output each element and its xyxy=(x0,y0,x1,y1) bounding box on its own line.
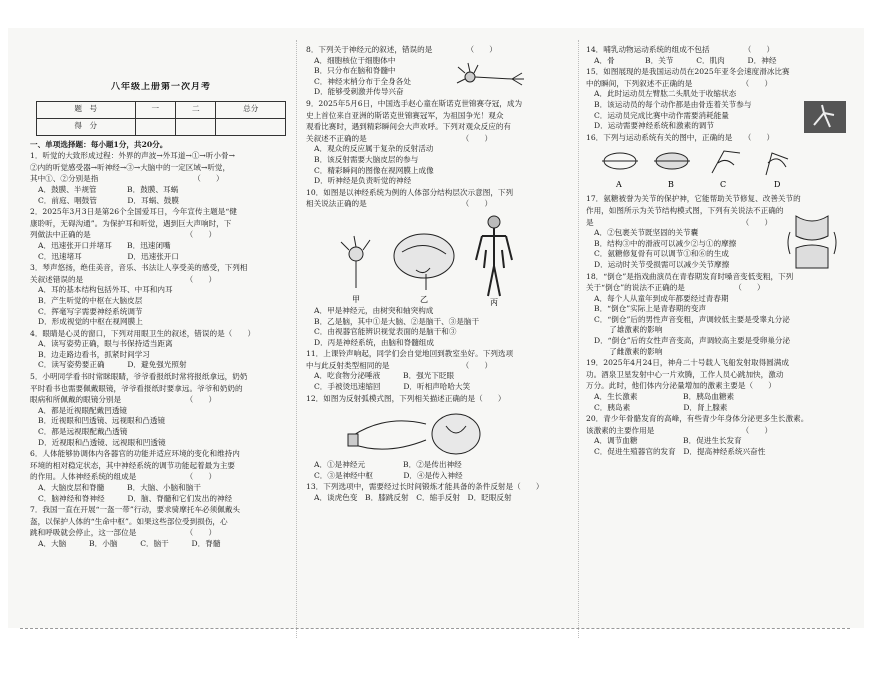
exam-title: 八年级上册第一次月考 xyxy=(110,82,211,92)
question-line: 的作用。人体神经系统的组成是 （ ） xyxy=(30,472,217,482)
question-line: 15．如图展现的是我国运动员在2025年亚冬会速度滑冰比赛 xyxy=(586,67,790,77)
answer-option: A．都是近视眼配戴凹透镜 xyxy=(38,405,128,415)
joint-figure xyxy=(782,214,844,270)
question-line: 2．2025年3月3日是第26个全国爱耳日，今年宣传主题是“健 xyxy=(30,207,237,217)
question-line: 5．小明同学看书时常眯眼睛，爷爷看报纸时常将报纸拿远，奶奶 xyxy=(30,372,248,382)
score-header-row xyxy=(37,101,286,118)
question-line: 7．我国一直在开展“一盔一带”行动，要求骑摩托车必须佩戴头 xyxy=(30,505,241,515)
question-line: 功。酒泉卫星发射中心一片欢腾，工作人员心跳加快，激动 xyxy=(586,369,784,379)
answer-option: D．近视眼和凸透镜、远视眼和凹透镜 xyxy=(38,437,166,447)
question-line: 12．如图为反射弧模式图，下列相关描述正确的是（ ） xyxy=(306,393,506,403)
question-line: 18．“倒仓”是指戏曲演员在青春期发育时嗓音变低变粗，下列 xyxy=(586,271,794,281)
answer-option: A．调节血糖 B．促进生长发育 xyxy=(594,436,742,446)
question-line: 中的瞬间，下列叙述不正确的是 （ ） xyxy=(586,78,773,88)
question-line: 17．氨糖被誉为关节的保护神，它能帮助关节修复、改善关节的 xyxy=(586,194,801,204)
answer-option: B．该反射需要大脑皮层的参与 xyxy=(314,154,419,164)
question-line: 跳和呼吸就会停止，这一部位是 （ ） xyxy=(30,528,217,538)
question-line: 该激素的主要作用是 （ ） xyxy=(586,425,773,435)
answer-option: C．手被烫迅速缩回 D．听相声哈哈大笑 xyxy=(314,382,471,392)
answer-option: A．耳的基本结构包括外耳、中耳和内耳 xyxy=(38,285,173,295)
question-line: 13．下列选项中，需要经过长时间锻炼才能具备的条件反射是（ ） xyxy=(306,482,544,492)
column-left xyxy=(30,76,292,550)
question-line: 6．人体能够协调体内各器官的功能并适应环境的变化和维持内 xyxy=(30,449,240,459)
answer-option: A．骨 B．关节 C．肌肉 D．神经 xyxy=(594,55,777,65)
answer-option: A．谈虎色变 B．膝跳反射 C．缩手反射 D．眨眼反射 xyxy=(314,493,512,503)
answer-option: B．“倒仓”实际上是青春期的变声 xyxy=(594,304,707,314)
question-line: 平时看书也需要佩戴眼镜，爷爷看报纸时要拿远。爷爷和奶奶的 xyxy=(30,383,243,393)
answer-option: D．运动需要神经系统和激素的调节 xyxy=(594,121,714,131)
score-cell: 得 分 xyxy=(37,118,136,135)
answer-option: A．生长激素 B．胰岛血糖素 xyxy=(594,392,735,402)
answer-option: A．大脑 B．小脑 C．脑干 D．脊髓 xyxy=(38,538,221,548)
score-table xyxy=(36,101,286,136)
neuron-figure xyxy=(456,59,526,95)
question-line: ②内的听觉感受器→听神经→③→大脑中的一定区域→听觉， xyxy=(30,162,231,172)
question-line: 是 （ ） xyxy=(586,217,773,227)
answer-option: A．①是神经元 B．②是传出神经 xyxy=(314,460,462,470)
question-line: 关叙述不正确的是 （ ） xyxy=(306,133,493,143)
answer-option: C．都是远视眼配戴凸透镜 xyxy=(38,427,128,437)
score-cell xyxy=(216,118,286,135)
question-list xyxy=(306,306,574,404)
fig10-label: 丙 xyxy=(490,297,498,306)
column-middle xyxy=(306,44,574,504)
answer-option: C．③是神经中枢 D．④是传入神经 xyxy=(314,470,463,480)
answer-option: 了雄激素的影响 xyxy=(594,325,663,335)
fig16-label: D xyxy=(774,180,781,190)
answer-option: B．该运动员的每个动作都是由骨连着关节参与 xyxy=(594,99,752,109)
answer-option: B．产生听觉的中枢在大脑皮层 xyxy=(38,295,143,305)
column-divider xyxy=(578,40,579,638)
answer-option: C．氨糖修复骨有可以调节①和⑥的生成 xyxy=(594,249,729,259)
answer-option: D．运动时关节受损需可以减少关节摩擦 xyxy=(594,259,730,269)
skater-photo xyxy=(804,101,846,133)
score-value-row xyxy=(37,118,286,135)
fig16-label: A xyxy=(616,180,622,190)
answer-option: A．此时运动员左臂肱二头肌处于收缩状态 xyxy=(594,89,737,99)
answer-option: 了雌激素的影响 xyxy=(594,346,663,356)
question-line: 20．青少年骨骼发育的高峰，有些青少年身体分泌更多生长激素。 xyxy=(586,414,809,424)
score-cell xyxy=(135,118,175,135)
question-line: 19．2025年4月24日，神舟二十号载人飞船发射取得圆满成 xyxy=(586,358,789,368)
question-line: 眼病和所佩戴的眼镜分别是 （ ） xyxy=(30,395,217,405)
answer-option: C．神经末梢分布于全身各处 xyxy=(314,76,411,86)
motion-system-figure xyxy=(600,143,800,193)
fig10-label: 甲 xyxy=(352,294,360,304)
score-cell: 题 号 xyxy=(37,101,136,118)
answer-option: B．近视眼和凹透镜、远视眼和凸透镜 xyxy=(38,416,166,426)
question-line: 相关说法正确的是 （ ） xyxy=(306,199,493,209)
question-line: 观看比赛时，遇到精彩瞬间会大声欢呼。下列对观众反应的有 xyxy=(306,122,512,132)
nervous-system-figure xyxy=(336,210,526,306)
fig16-label: B xyxy=(668,180,674,190)
score-cell xyxy=(176,118,216,135)
answer-option: B．只分布在脑和脊髓中 xyxy=(314,66,396,76)
answer-option: C．脑神经和脊神经 D．脑、脊髓和它们发出的神经 xyxy=(38,493,233,503)
q8-block xyxy=(306,45,574,210)
answer-option: C．运动员完成比赛中动作需要消耗能量 xyxy=(594,110,729,120)
q14-block xyxy=(586,45,848,143)
fig10-label: 乙 xyxy=(420,294,428,304)
question-line: 4．眼睛是心灵的窗口，下列对用眼卫生的叙述，错误的是（ ） xyxy=(30,328,256,338)
question-list xyxy=(306,45,574,210)
question-line: 16．下列与运动系统有关的图中，正确的是 （ ） xyxy=(586,132,775,142)
question-list xyxy=(306,460,574,503)
answer-option: C．读写姿势要正确 D．避免强光照射 xyxy=(38,360,187,370)
answer-option: A．鼓膜、半规管 B．鼓膜、耳蜗 xyxy=(38,184,179,194)
column-right xyxy=(586,44,848,458)
answer-option: A．读写姿势正确，眼与书保持适当距离 xyxy=(38,339,173,349)
question-line: 中与此反射类型相同的是 （ ） xyxy=(306,360,493,370)
question-line: 作用，如图所示为关节结构模式图，下列有关说法不正确的 xyxy=(586,205,784,215)
question-line: 9．2025年5月6日，中国选手赵心童在斯诺克世锦赛夺冠，成为 xyxy=(306,98,523,108)
answer-option: C．“倒仓”后的男性声音变粗，声调较低主要是受睾丸分泌 xyxy=(594,314,790,324)
question-line: 万分。此时，他们体内分泌量增加的激素主要是（ ） xyxy=(586,381,776,391)
answer-option: D．听神经是负责听觉的神经 xyxy=(314,176,412,186)
answer-option: D．“倒仓”后的女性声音变高，声调较高主要是受卵巢分泌 xyxy=(594,336,791,346)
answer-option: C．前庭、咽鼓管 D．耳蜗、鼓膜 xyxy=(38,195,179,205)
answer-option: D．丙是神经系统，由脑和脊髓组成 xyxy=(314,337,434,347)
answer-option: C．胰岛素 D．肾上腺素 xyxy=(594,402,728,412)
answer-option: A．甲是神经元，由树突和轴突构成 xyxy=(314,305,434,315)
question-line: 14．哺乳动物运动系统的组成不包括 （ ） xyxy=(586,45,775,54)
answer-option: C．迅速堵耳 D．迅速张开口 xyxy=(38,251,179,261)
answer-option: C．促进生殖器官的发育 D．提高神经系统兴奋性 xyxy=(594,447,766,456)
question-line: 关于“倒仓”的说法不正确的是 （ ） xyxy=(586,283,765,293)
question-line: 11．上课铃声响起，同学们会自觉地回到教室坐好。下列选项 xyxy=(306,349,514,359)
answer-option: A．细胞核位于细胞体中 xyxy=(314,55,396,65)
question-line: 1．听觉的大致形成过程：外界的声波→外耳道→①→听小骨→ xyxy=(30,151,235,161)
answer-option: A．每个人从童年到成年都要经过青春期 xyxy=(594,293,729,303)
score-cell: 总分 xyxy=(216,101,286,118)
footer-dashed-line xyxy=(20,628,850,629)
question-line: 8．下列关于神经元的叙述，错误的是 （ ） xyxy=(306,45,497,54)
question-line: 列做法中正确的是 （ ） xyxy=(30,230,217,240)
score-cell: 一 xyxy=(135,101,175,118)
answer-option: D．能够受刺激并传导兴奋 xyxy=(314,87,404,97)
question-line: 3．琴声悠扬，绝佳美音，音乐、书法让人享受美的感受，下列相 xyxy=(30,263,248,273)
answer-option: B．边走路边看书，抓紧时间学习 xyxy=(38,349,150,359)
q17-block xyxy=(586,194,848,457)
question-line: 史上首位来自亚洲的斯诺克世锦赛冠军，为祖国争光！观众 xyxy=(306,110,504,120)
answer-option: B．结构③中的滑液可以减少②与①的摩擦 xyxy=(594,238,737,248)
answer-option: C．精彩瞬间的图像在视网膜上成像 xyxy=(314,165,434,175)
answer-option: A．大脑皮层和脊髓 B．大脑、小脑和脑干 xyxy=(38,483,201,492)
column-divider xyxy=(296,40,297,638)
question-line: 10．如图是以神经系统为例的人体部分结构层次示意图，下列 xyxy=(306,187,514,197)
section-heading: 一、单项选择题：每小题1分，共20分。 xyxy=(30,139,168,149)
answer-option: A．迅速张开口并堵耳 B．迅速闭嘴 xyxy=(38,240,171,250)
fig16-label: C xyxy=(720,180,727,190)
question-line: 环境的相对稳定状态，其中神经系统的调节功能起着最为主要 xyxy=(30,460,236,470)
question-line: 康聆听，无碍沟通”。为保护耳和听觉，遇到巨大声响时，下 xyxy=(30,218,232,228)
answer-option: C．挥毫写字需要神经系统调节 xyxy=(38,306,143,316)
answer-option: D．形成视觉的中枢在视网膜上 xyxy=(38,317,143,327)
answer-option: B．乙是脑，其中①是大脑、②是脑干、③是脑干 xyxy=(314,316,480,326)
score-cell: 二 xyxy=(176,101,216,118)
reflex-arc-figure xyxy=(346,404,496,460)
answer-option: A．吃食物分泌唾液 B．强光下眨眼 xyxy=(314,371,455,381)
answer-option: C．由视器官能辨识视觉表面的是脑干和③ xyxy=(314,327,457,337)
answer-option: A．观众的反应属于复杂的反射活动 xyxy=(314,144,434,154)
answer-option: A．②包裹关节既坚固的关节囊 xyxy=(594,228,699,238)
question-line: 盔，以保护人体的“生命中枢”。如果这些部位受到损伤，心 xyxy=(30,516,228,526)
question-line: 关叙述错误的是 （ ） xyxy=(30,274,217,284)
question-line: 其中①、②分别是指 （ ） xyxy=(30,174,224,184)
question-list xyxy=(30,151,292,549)
